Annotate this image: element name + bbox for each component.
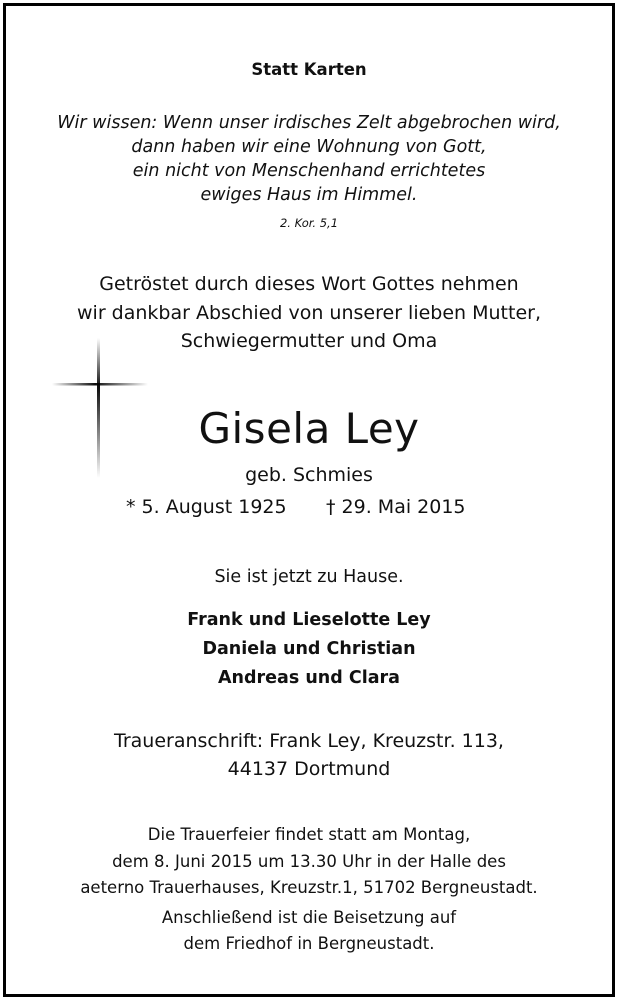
verse-line-4: ewiges Haus im Himmel. <box>200 185 418 205</box>
verse-reference: 2. Kor. 5,1 <box>279 216 339 230</box>
address-line-1: Traueranschrift: Frank Ley, Kreuzstr. 113, <box>114 730 504 752</box>
intro-line-1: Getröstet durch dieses Wort Gottes nehmen <box>99 273 519 295</box>
service-line-3: aeterno Trauerhauses, Kreuzstr.1, 51702 Bergneustadt. <box>80 878 538 897</box>
verse-line-2: dann haben wir eine Wohnung von Gott, <box>131 137 487 157</box>
address-line-2: 44137 Dortmund <box>227 758 391 780</box>
intro-line-2: wir dankbar Abschied von unserer lieben Mutter, <box>77 302 541 324</box>
birth-date: * 5. August 1925 <box>126 496 287 518</box>
verse-line-1: Wir wissen: Wenn unser irdisches Zelt abgebrochen wird, <box>57 113 561 133</box>
service-line-4: Anschließend ist die Beisetzung auf <box>161 908 457 927</box>
home-text: Sie ist jetzt zu Hause. <box>214 567 404 587</box>
family-line-3: Andreas und Clara <box>218 668 400 688</box>
intro-line-3: Schwiegermutter und Oma <box>180 330 438 352</box>
service-line-1: Die Trauerfeier findet statt am Montag, <box>147 825 471 844</box>
notice-header: Statt Karten <box>251 60 367 79</box>
family-line-2: Daniela und Christian <box>202 639 416 659</box>
maiden-name: geb. Schmies <box>245 464 373 486</box>
family-line-1: Frank und Lieselotte Ley <box>187 610 431 630</box>
deceased-name: Gisela Ley <box>198 404 420 453</box>
service-line-5: dem Friedhof in Bergneustadt. <box>183 934 435 953</box>
verse-line-3: ein nicht von Menschenhand errichtetes <box>132 161 486 181</box>
death-date: † 29. Mai 2015 <box>326 496 466 518</box>
service-line-2: dem 8. Juni 2015 um 13.30 Uhr in der Halle des <box>112 852 506 871</box>
